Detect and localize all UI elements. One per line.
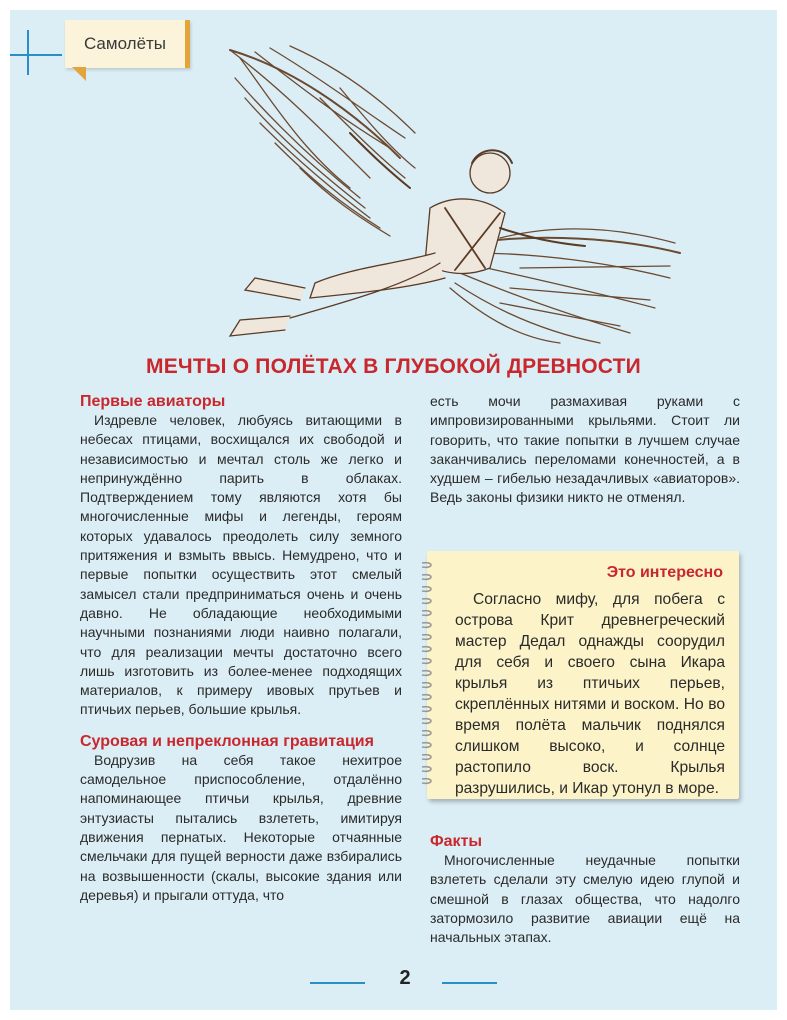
section-text-gravity-left: Водрузив на себя такое нехитрое самодельное приспособление, отдалённо напоминающее птичьи крылья, древние энтузиасты пытались взлететь, имитируя движения пернатых. Некоторые отчаянные смельчаки для пущей верности даже взбирались на возвышенности (скалы, высокие здания или деревья) и прыгали оттуда, что (80, 751, 402, 903)
page-headline: МЕЧТЫ О ПОЛЁТАХ В ГЛУБОКОЙ ДРЕВНОСТИ (146, 355, 641, 378)
upper-wing (230, 46, 415, 236)
facts-text: Многочисленные неудачные попытки взлететь сделали эту смелую идею глупой и смешной в глазах общества, что надолго затормозило развитие авиации ещё на начальных этапах. (430, 852, 740, 946)
corner-rule-vertical (27, 30, 29, 75)
section-tab-label: Самолёты (83, 34, 167, 53)
facts-title: Факты (430, 833, 483, 850)
winged-man-icarus-icon (200, 38, 690, 348)
page-number: 2 (399, 967, 411, 989)
right-column (430, 392, 740, 508)
section-title-gravity: Суровая и непреклонная гравитация (80, 732, 374, 750)
section-title-first-aviators: Первые авиаторы (80, 393, 226, 410)
left-column (80, 392, 402, 905)
page (10, 10, 777, 1010)
section-text-gravity-right: есть мочи размахивая руками с импровизированными крыльями. Стоит ли говорить, что такие попытки в лучшем случае заканчивались переломами конечностей, а в худшем – гибелью незадачливых «авиаторов». Ведь законы физики никто не отменял. (430, 393, 740, 506)
section-tab (65, 20, 190, 68)
interesting-fact-note (427, 551, 739, 799)
note-text: Согласно мифу, для побега с острова Крит древнегреческий мастер Дедал однажды соорудил для себя и своего сына Икара крылья из птичьих перьев, скреплённых нитями и воском. Но во время полёта мальчик поднялся слишком высоко, и солнце растопило воск. Крылья разрушились, и Икар утонул в море. (455, 591, 725, 797)
footer-rule-right (442, 982, 497, 984)
corner-rule-horizontal (10, 54, 62, 56)
note-title: Это интересно (606, 564, 723, 581)
figure-body (230, 133, 585, 336)
facts-block (430, 832, 740, 947)
spiral-binding-icon (420, 559, 436, 791)
section-text-first-aviators: Издревле человек, любуясь витающими в небесах птицами, восхищался их свободой и независимостью и мечтал столь же легко и непринуждённо парить в облаках. Подтверждением тому являются хотя бы многочисленные мифы и легенды, героям которых удавалось преодолеть силу земного притяжения и взмыть ввысь. Немудрено, что и первые попытки осуществить этот смелый замысел стали предприниматься очень и очень давно. Не обладающие необходимыми научными познаниями люди наивно полагали, что для реализации мечты достаточно всего лишь изготовить из более-менее подходящих материалов, к примеру ивовых прутьев и птичьих перьев, большие крылья. (80, 412, 402, 718)
footer-rule-left (310, 982, 365, 984)
note-body (455, 589, 725, 799)
section-tab-fold (72, 67, 86, 81)
